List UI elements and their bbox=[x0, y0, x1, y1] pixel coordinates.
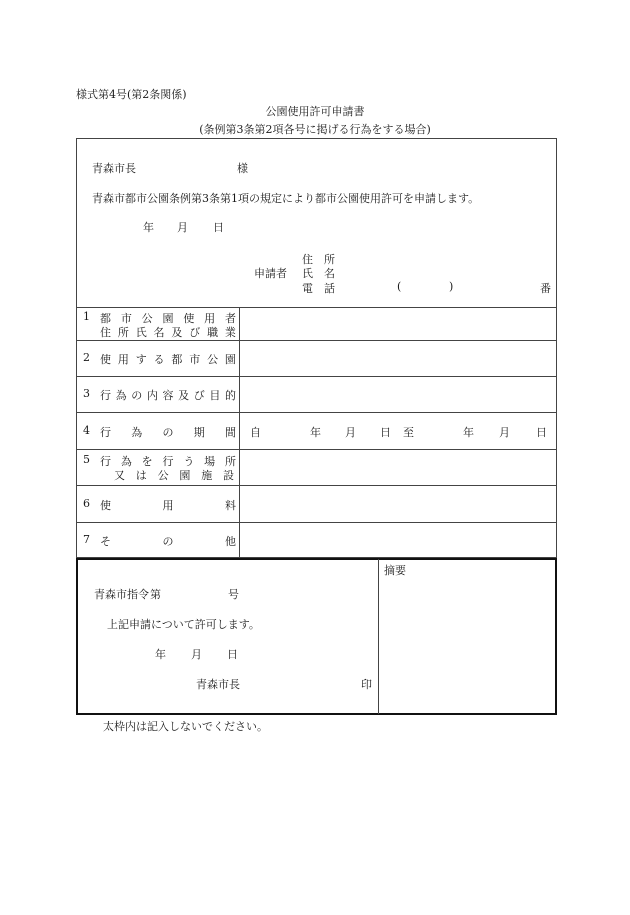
seal-mark: 印 bbox=[361, 678, 372, 691]
period-from: 自 bbox=[250, 426, 261, 439]
permit-date-day: 日 bbox=[227, 648, 238, 661]
table-divider bbox=[76, 485, 557, 486]
addressee-honorific: 様 bbox=[237, 162, 248, 175]
row-label-line: 又 は 公 園 施 設 bbox=[114, 469, 234, 482]
date-year: 年 bbox=[143, 221, 154, 234]
phone-paren-close: ) bbox=[449, 280, 454, 293]
summary-label: 摘要 bbox=[384, 564, 406, 577]
period-year-from: 年 bbox=[310, 426, 321, 439]
table-divider bbox=[76, 340, 557, 341]
form-subtitle: (条例第3条第2項各号に掲げる行為をする場合) bbox=[199, 123, 431, 136]
addressee: 青森市長 bbox=[92, 162, 136, 175]
directive-prefix: 青森市指令 bbox=[94, 588, 149, 601]
date-month: 月 bbox=[177, 221, 188, 234]
name-label: 氏 名 bbox=[302, 267, 335, 280]
row-number: 4 bbox=[83, 424, 90, 437]
period-day-from: 日 bbox=[380, 426, 391, 439]
directive-go: 号 bbox=[228, 588, 239, 601]
row-number: 7 bbox=[83, 533, 90, 546]
row-label-line: そ の 他 bbox=[100, 535, 236, 548]
row-label bbox=[100, 424, 236, 440]
phone-label: 電 話 bbox=[302, 282, 335, 295]
phone-paren-open: ( bbox=[397, 280, 402, 293]
row-label-line: 行 為 の 内 容 及 び 目 的 bbox=[100, 389, 236, 402]
row-label-line: 都 市 公 園 使 用 者 bbox=[100, 312, 236, 325]
row-label bbox=[100, 533, 236, 549]
permit-date-year: 年 bbox=[155, 648, 166, 661]
row-label bbox=[100, 324, 236, 340]
footer-note: 太枠内は記入しないでください。 bbox=[103, 720, 268, 733]
period-to: 至 bbox=[403, 426, 414, 439]
period-month-from: 月 bbox=[345, 426, 356, 439]
row-number: 5 bbox=[83, 453, 90, 466]
table-column-divider bbox=[239, 307, 240, 558]
period-month-to: 月 bbox=[499, 426, 510, 439]
table-divider bbox=[76, 522, 557, 523]
row-label bbox=[100, 387, 236, 403]
date-day: 日 bbox=[213, 221, 224, 234]
form-title: 公園使用許可申請書 bbox=[265, 105, 365, 118]
table-divider bbox=[76, 307, 557, 308]
period-day-to: 日 bbox=[536, 426, 547, 439]
directive-dai: 第 bbox=[150, 588, 161, 601]
row-label bbox=[100, 467, 236, 483]
permit-column-divider bbox=[378, 559, 379, 714]
table-divider bbox=[76, 376, 557, 377]
row-label bbox=[100, 497, 236, 513]
row-label-line: 使 用 す る 都 市 公 園 bbox=[100, 353, 236, 366]
approval-text: 上記申請について許可します。 bbox=[107, 618, 260, 631]
permit-frame bbox=[76, 558, 557, 715]
row-number: 6 bbox=[83, 497, 90, 510]
form-number: 様式第4号(第2条関係) bbox=[76, 88, 187, 101]
permit-date-month: 月 bbox=[191, 648, 202, 661]
row-number: 2 bbox=[83, 351, 90, 364]
table-divider bbox=[76, 449, 557, 450]
row-label-line: 行 為 の 期 間 bbox=[100, 426, 236, 439]
permit-mayor: 青森市長 bbox=[196, 678, 240, 691]
row-number: 1 bbox=[83, 310, 90, 323]
row-label-line: 住 所 氏 名 及 び 職 業 bbox=[100, 326, 236, 339]
applicant-label: 申請者 bbox=[254, 267, 287, 280]
phone-suffix: 番 bbox=[540, 282, 551, 295]
row-label bbox=[100, 351, 236, 367]
table-divider bbox=[76, 412, 557, 413]
row-label-line: 行 為 を 行 う 場 所 bbox=[100, 455, 236, 468]
row-number: 3 bbox=[83, 387, 90, 400]
address-label: 住 所 bbox=[302, 253, 335, 266]
row-label-line: 使 用 料 bbox=[100, 499, 236, 512]
application-statement: 青森市都市公園条例第3条第1項の規定により都市公園使用許可を申請します。 bbox=[92, 192, 480, 205]
period-year-to: 年 bbox=[463, 426, 474, 439]
